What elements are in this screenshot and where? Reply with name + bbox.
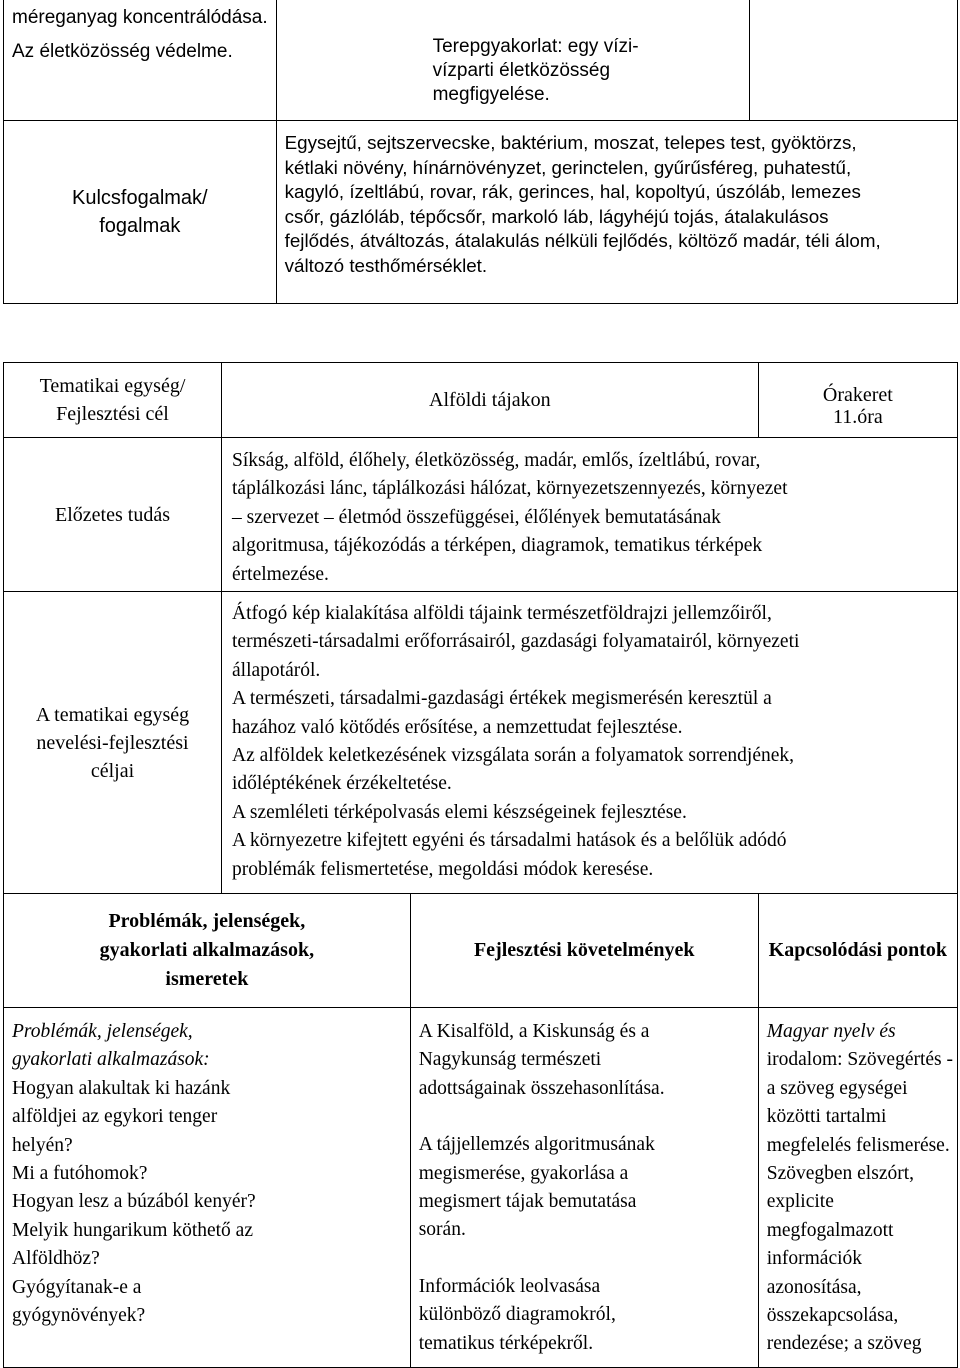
tematikai-egyseg-label: [4, 363, 222, 438]
unit-title-cell: [222, 363, 759, 438]
text-line: a szöveg egységei: [766, 1077, 908, 1099]
text-line: algoritmusa, tájékozódás a térképen, diagramok, tematikus térképek: [232, 535, 763, 557]
label-line: fogalmak: [99, 215, 181, 237]
spacer: [419, 1245, 754, 1273]
text-line: megismert tájak bemutatása: [418, 1191, 637, 1213]
label-line: céljai: [90, 759, 135, 782]
text-line: Az életközösség védelme.: [12, 41, 233, 62]
text-line: állapotáról.: [232, 659, 321, 681]
col1-header: [4, 894, 411, 1008]
header-line: Problémák, jelenségek,: [108, 910, 306, 932]
text-line: irodalom: Szövegértés -: [766, 1049, 953, 1071]
text-line: Terepgyakorlat: egy vízi-: [432, 36, 639, 57]
text-line: közötti tartalmi: [766, 1106, 887, 1128]
top-right-cell: [750, 0, 958, 121]
text-line: rendezése; a szöveg: [766, 1333, 922, 1355]
text-line: A tájjellemzés algoritmusának: [418, 1134, 655, 1156]
text-line: alföldjei az egykori tenger: [12, 1106, 218, 1128]
col3-content: [758, 1008, 957, 1368]
col3-header: [758, 894, 957, 1008]
text-line: összekapcsolása,: [766, 1305, 899, 1327]
text-line: csőr, gázlóláb, tépőcsőr, markoló láb, lágyhéjú tojás, átalakulásos: [284, 205, 829, 227]
table-top: [3, 0, 958, 304]
orakeret-label: Órakeret: [822, 384, 893, 406]
text-line: Hogyan lesz a búzából kenyér?: [12, 1191, 256, 1213]
text-line: kétlaki növény, hínárnövényzet, gerinctelen, gyűrűsféreg, puhatestű,: [284, 156, 852, 178]
text-line: Síkság, alföld, élőhely, életközösség, madár, emlős, ízeltlábú, rovar,: [232, 450, 761, 471]
orakeret-cell: [758, 363, 957, 438]
text-line: Információk leolvasása: [418, 1275, 601, 1297]
text-line: A természeti, társadalmi-gazdasági értékek megismerésén keresztül a: [232, 688, 772, 710]
text-line: problémák felismertetése, megoldási módok keresése.: [232, 858, 654, 880]
text-line: gyakorlati alkalmazások:: [12, 1049, 210, 1071]
text-line: Gyógyítanak-e a: [12, 1276, 142, 1298]
col2-content: [410, 1008, 758, 1368]
text-line: adottságainak összehasonlítása.: [418, 1077, 665, 1099]
kulcsfogalmak-label: [4, 121, 277, 304]
text-line: időléptékének érzékeltetése.: [232, 773, 452, 795]
kulcsfogalmak-text: [276, 121, 957, 304]
text-line: megfogalmazott: [766, 1219, 894, 1241]
elozetes-tudas-text: [222, 438, 958, 592]
text-line: Alföldhöz?: [12, 1248, 100, 1270]
text-line: megismerése, gyakorlása a: [418, 1162, 629, 1184]
header-line: gyakorlati alkalmazások,: [99, 939, 315, 961]
text-line: vízparti életközösség: [432, 60, 611, 81]
text-line: Nagykunság természeti: [418, 1049, 602, 1071]
top-left-cell: [4, 0, 277, 121]
orakeret-value: 11.óra: [832, 406, 883, 428]
text-line: azonosítása,: [766, 1276, 862, 1298]
text-line: különböző diagramokról,: [418, 1304, 616, 1326]
text-line: A szemléleti térképolvasás elemi készségeinek fejlesztése.: [232, 801, 687, 823]
text-line: A környezetre kifejtett egyéni és társadalmi hatások és a belőlük adódó: [232, 830, 787, 852]
header-line: Kapcsolódási pontok: [768, 939, 948, 961]
text-line: megfelelés felismerése.: [766, 1134, 950, 1156]
text-line: A Kisalföld, a Kiskunság és a: [418, 1021, 650, 1042]
text-line: Az alföldek keletkezésének vizsgálata során a folyamatok sorrendjének,: [232, 745, 795, 767]
table-main: [3, 362, 958, 1368]
text-line: során.: [418, 1219, 466, 1241]
text-line: Hogyan alakultak ki hazánk: [12, 1077, 231, 1099]
top-mid-cell: [276, 0, 750, 121]
text-line: Melyik hungarikum köthető az: [12, 1219, 253, 1241]
text-line: explicite: [766, 1191, 834, 1213]
label-line: Kulcsfogalmak/: [71, 187, 208, 209]
text-line: Egysejtű, sejtszervecske, baktérium, moszat, telepes test, gyöktörzs,: [284, 132, 857, 153]
spacer: [419, 1103, 754, 1131]
header-line: ismeretek: [165, 968, 249, 990]
text-line: – szervezet – életmód összefüggései, élőlények bemutatásának: [232, 506, 721, 528]
label-line: nevelési-fejlesztési: [36, 731, 189, 754]
unit-title: Alföldi tájakon: [429, 388, 551, 411]
text-line: hazához való kötődés erősítése, a nemzettudat fejlesztése.: [232, 716, 683, 738]
text-line: méreganyag koncentrálódása.: [12, 7, 268, 28]
col1-content: [4, 1008, 411, 1368]
header-line: Fejlesztési követelmények: [473, 939, 695, 961]
celok-label: [4, 592, 222, 894]
text-line: Szövegben elszórt,: [766, 1163, 915, 1185]
text-line: információk: [766, 1248, 863, 1270]
text-line: Magyar nyelv és: [766, 1021, 896, 1042]
text-line: értelmezése.: [232, 563, 329, 585]
text-line: helyén?: [12, 1134, 73, 1156]
text-line: Átfogó kép kialakítása alföldi tájaink természetföldrajzi jellemzőiről,: [232, 603, 772, 624]
celok-text: [222, 592, 958, 894]
label-line: Előzetes tudás: [55, 503, 170, 526]
label-line: A tematikai egység: [35, 703, 190, 726]
text-line: tematikus térképekről.: [418, 1332, 594, 1354]
text-line: táplálkozási lánc, táplálkozási hálózat, környezetszennyezés, környezet: [232, 478, 788, 500]
text-line: természeti-társadalmi erőforrásairól, gazdasági folyamatairól, környezeti: [232, 631, 800, 653]
elozetes-tudas-label: [4, 438, 222, 592]
text-line: fejlődés, átváltozás, átalakulás nélküli fejlődés, költöző madár, téli álom,: [284, 230, 881, 251]
text-line: változó testhőmérséklet.: [284, 254, 488, 276]
text-line: gyógynövények?: [12, 1305, 146, 1327]
text-line: Problémák, jelenségek,: [12, 1021, 193, 1042]
text-line: Mi a futóhomok?: [12, 1163, 148, 1185]
label-line: Tematikai egység/: [39, 375, 186, 397]
text-line: kagyló, ízeltlábú, rovar, rák, gerinces, hal, kopoltyú, úszóláb, lemezes: [284, 181, 861, 202]
col2-header: [410, 894, 758, 1008]
label-line: Fejlesztési cél: [56, 403, 169, 425]
text-line: megfigyelése.: [432, 84, 550, 105]
